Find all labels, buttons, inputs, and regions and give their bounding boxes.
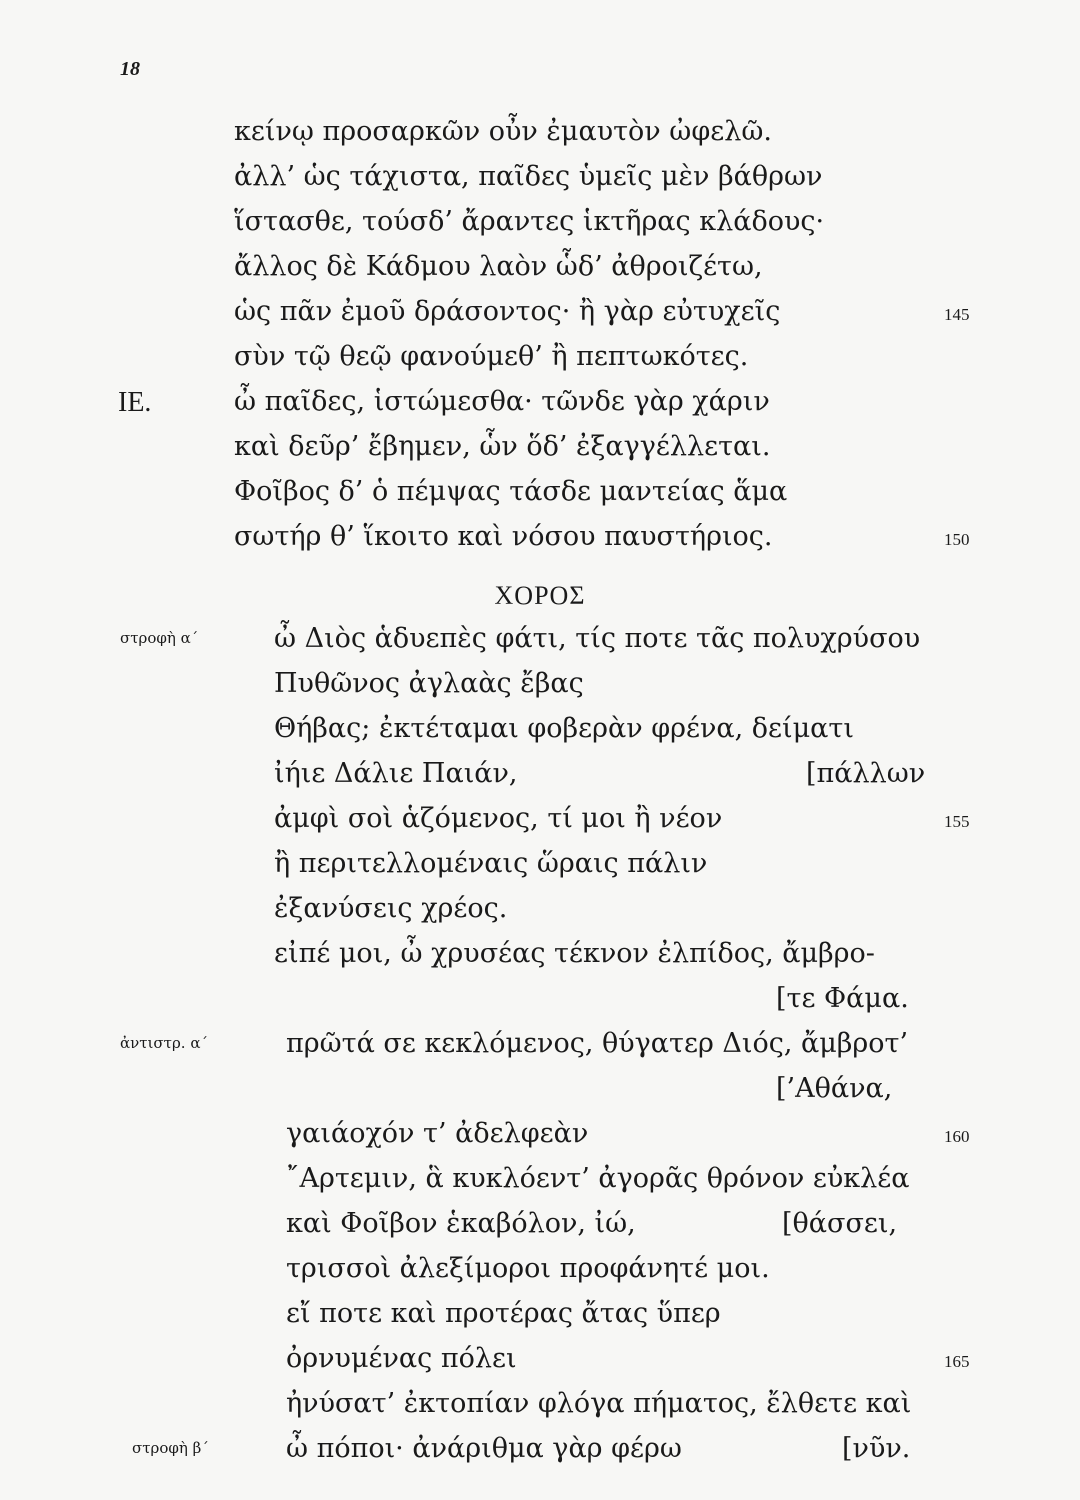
verse-line: [τε Φάμα. <box>776 983 909 1014</box>
verse-line: ὦ πόποι· ἀνάριθμα γὰρ φέρω <box>286 1433 682 1464</box>
speaker-label: IE. <box>118 387 152 418</box>
verse-line: ἀλλ’ ὡς τάχιστα, παῖδες ὑμεῖς μὲν βάθρων <box>234 161 823 192</box>
verse-line: πρῶτά σε κεκλόμενος, θύγατερ Διός, ἄμβροτ’ <box>286 1028 909 1059</box>
verse-line: ὦ Διὸς ἁδυεπὲς φάτι, τίς ποτε τᾶς πολυχρύσου <box>274 623 921 654</box>
verse-line: καὶ δεῦρ’ ἔβημεν, ὧν ὅδ’ ἐξαγγέλλεται. <box>234 431 771 462</box>
line-number: 150 <box>944 530 970 549</box>
margin-label-strophe-b: στροφὴ β΄ <box>132 1439 209 1457</box>
verse-line: εἴ ποτε καὶ προτέρας ἄτας ὕπερ <box>286 1298 721 1329</box>
section-title: ΧΟΡΟΣ <box>494 581 586 610</box>
verse-line: κείνῳ προσαρκῶν οὖν ἐμαυτὸν ὠφελῶ. <box>234 116 772 147</box>
verse-line: ἄλλος δὲ Κάδμου λαὸν ὧδ’ ἀθροιζέτω, <box>234 251 763 282</box>
verse-line: καὶ Φοῖβον ἑκαβόλον, ἰώ, <box>286 1208 636 1239</box>
line-number: 145 <box>944 305 970 324</box>
verse-line: ῎Αρτεμιν, ἃ κυκλόεντ’ ἀγορᾶς θρόνον εὐκλέα <box>286 1163 910 1194</box>
verse-line: γαιάοχόν τ’ ἀδελφεὰν <box>286 1118 589 1149</box>
verse-line: ἐξανύσεις χρέος. <box>274 893 508 924</box>
verse-line: Θήβας; ἐκτέταμαι φοβερὰν φρένα, δείματι <box>274 713 854 744</box>
verse-line: [πάλλων <box>806 758 926 789</box>
line-number: 165 <box>944 1352 970 1371</box>
verse-line: [θάσσει, <box>782 1208 898 1239</box>
verse-line: ἀμφὶ σοὶ ἁζόμενος, τί μοι ἢ νέον <box>274 803 723 834</box>
line-number: 155 <box>944 812 970 831</box>
margin-label-strophe: στροφὴ α΄ <box>120 629 199 647</box>
verse-line: ὦ παῖδες, ἱστώμεσθα· τῶνδε γὰρ χάριν <box>234 386 770 417</box>
verse-line: ὡς πᾶν ἐμοῦ δράσοντος· ἢ γὰρ εὐτυχεῖς <box>234 296 781 327</box>
verse-line: εἰπέ μοι, ὦ χρυσέας τέκνον ἐλπίδος, ἄμβρο- <box>274 938 875 969</box>
line-number: 160 <box>944 1127 970 1146</box>
verse-line: σὺν τῷ θεῷ φανούμεθ’ ἢ πεπτωκότες. <box>234 341 749 372</box>
verse-line: σωτήρ θ’ ἵκοιτο καὶ νόσου παυστήριος. <box>234 521 773 552</box>
verse-line: ἵστασθε, τούσδ’ ἄραντες ἱκτῆρας κλάδους· <box>234 206 825 237</box>
verse-line: ἠνύσατ’ ἐκτοπίαν φλόγα πήματος, ἔλθετε καὶ <box>286 1388 912 1419</box>
verse-line: ὀρνυμένας πόλει <box>286 1343 517 1374</box>
verse-line: [’Αθάνα, <box>776 1073 893 1104</box>
verse-line: ἰήιε Δάλιε Παιάν, <box>274 758 518 789</box>
verse-line: Πυθῶνος ἀγλαὰς ἔβας <box>274 668 584 699</box>
verse-line: τρισσοὶ ἀλεξίμοροι προφάνητέ μοι. <box>286 1253 770 1284</box>
margin-label-antistrophe: ἀντιστρ. α΄ <box>120 1034 208 1052</box>
verse-line: [νῦν. <box>842 1433 911 1464</box>
verse-line: Φοῖβος δ’ ὁ πέμψας τάσδε μαντείας ἅμα <box>234 476 788 507</box>
page-number: 18 <box>120 58 140 80</box>
verse-line: ἢ περιτελλομέναις ὥραις πάλιν <box>274 848 708 879</box>
